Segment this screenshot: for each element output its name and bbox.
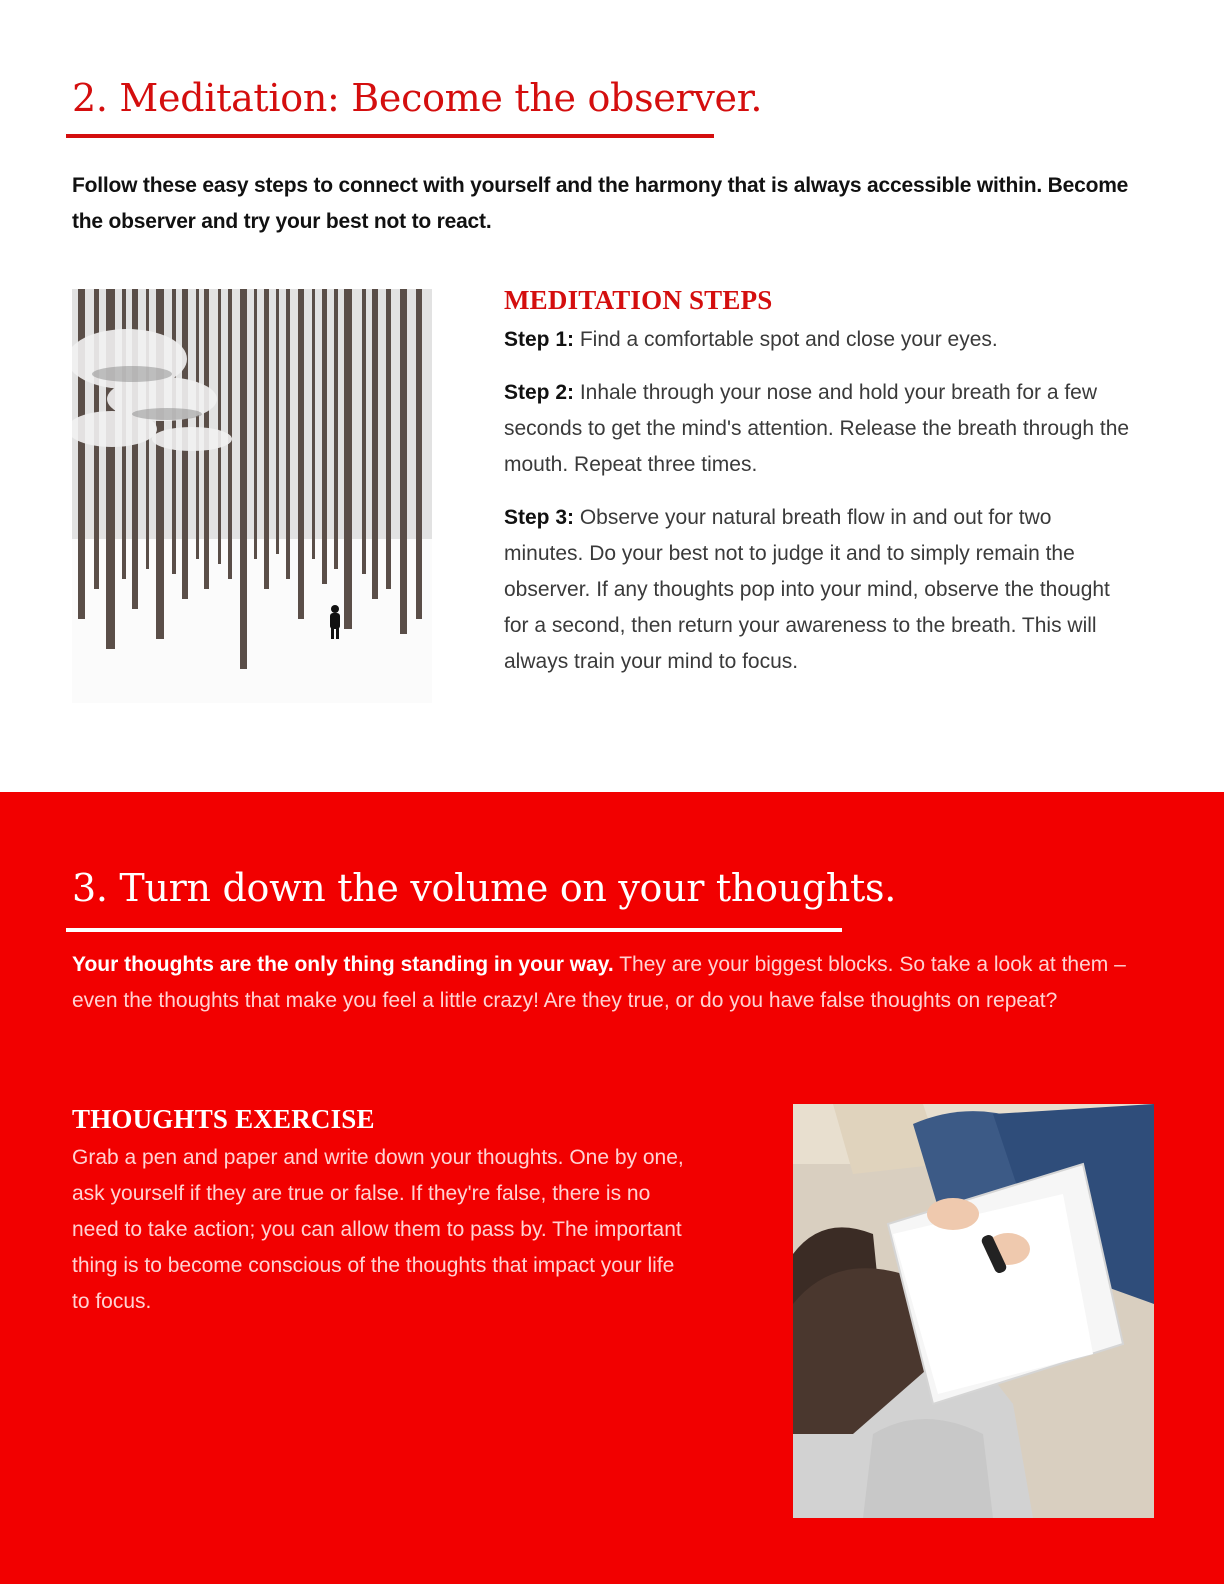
thoughts-intro-bold: Your thoughts are the only thing standing in your way. [72, 953, 614, 976]
thoughts-exercise-text: Grab a pen and paper and write down your thoughts. One by one, ask yourself if they are true or false. If they're false, there is no need to take action; you can allow them to pass by. The important thing is to become conscious of the thoughts that impact your life to focus. [72, 1146, 684, 1313]
meditation-steps-list [504, 322, 1132, 697]
step-item [504, 322, 1132, 358]
step-label: Step 3: [504, 506, 575, 529]
thoughts-intro [72, 947, 1152, 1019]
section-heading-thoughts: 3. Turn down the volume on your thoughts. [72, 866, 896, 910]
meditation-steps-title: MEDITATION STEPS [504, 285, 773, 315]
woman-writing-photo [793, 1104, 1154, 1518]
snowy-forest-photo [72, 289, 432, 703]
step-text: Observe your natural breath flow in and out for two minutes. Do your best not to judge it and to simply remain the observer. If any thoughts pop into your mind, observe the thought for a second, then return your awareness to the breath. This will always train your mind to focus. [504, 506, 1110, 673]
step-label: Step 2: [504, 381, 575, 404]
step-item [504, 500, 1132, 680]
step-text: Find a comfortable spot and close your eyes. [574, 328, 998, 351]
heading-underline [66, 928, 842, 932]
heading-underline [66, 134, 714, 138]
step-text: Inhale through your nose and hold your breath for a few seconds to get the mind's attention. Release the breath through the mouth. Repeat three times. [504, 381, 1130, 476]
thoughts-intro-rest: They are your biggest blocks. So take a look at them – even the thoughts that make you feel a little crazy! Are they true, or do you have false thoughts on repeat? [72, 953, 1126, 1012]
section-heading-meditation: 2. Meditation: Become the observer. [72, 76, 763, 120]
step-label: Step 1: [504, 328, 575, 351]
step-item [504, 375, 1132, 483]
meditation-intro: Follow these easy steps to connect with yourself and the harmony that is always accessible within. Become the observer and try your best not to react. [72, 174, 1129, 233]
thoughts-exercise-title: THOUGHTS EXERCISE [72, 1104, 375, 1134]
